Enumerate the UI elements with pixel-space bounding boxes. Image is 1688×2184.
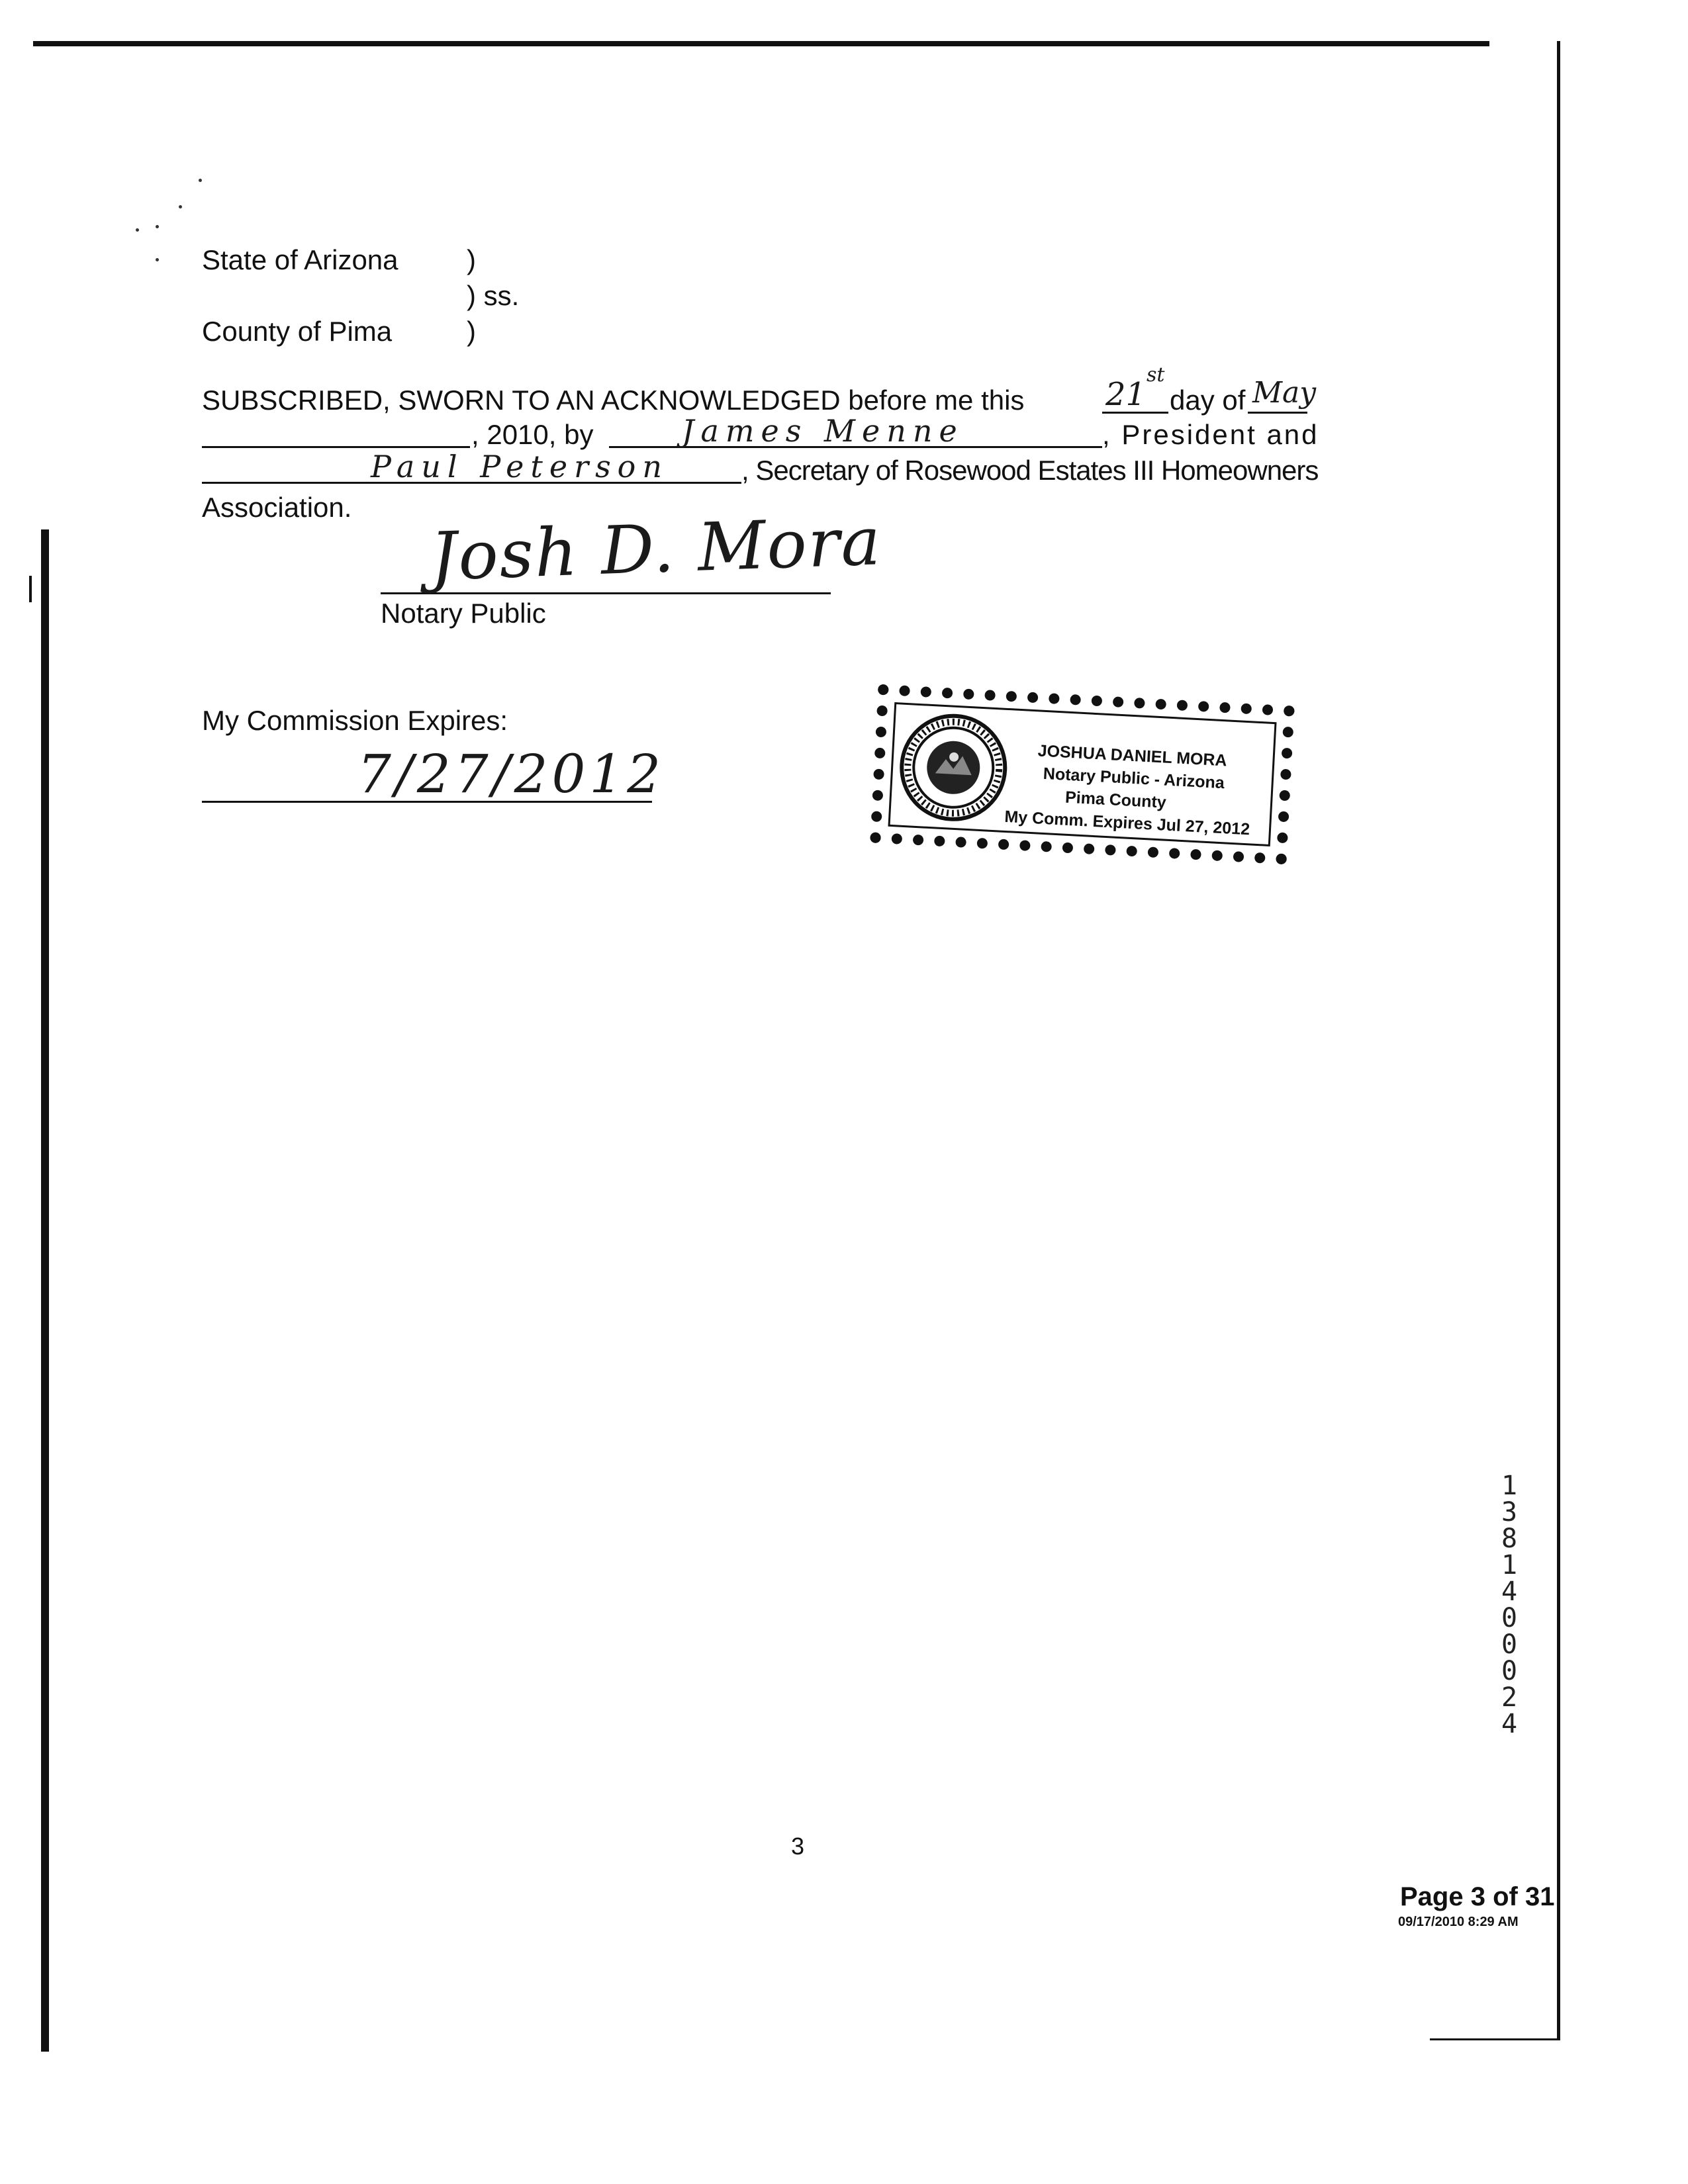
venue-paren-bottom: ) — [467, 316, 476, 347]
scan-speck — [156, 225, 159, 228]
association-label: Association. — [202, 492, 352, 523]
right-border-rule — [1557, 41, 1560, 2040]
scan-speck — [156, 258, 159, 261]
bottom-right-rule — [1430, 2038, 1560, 2040]
month-continuation-blank — [202, 446, 470, 448]
print-timestamp: 09/17/2010 8:29 AM — [1398, 1915, 1519, 1929]
handwritten-expiry: 7/27/2012 — [357, 743, 665, 805]
arizona-seal-icon — [896, 711, 1011, 825]
handwritten-person2: Paul Peterson — [371, 449, 669, 484]
acknowledgment-lead: SUBSCRIBED, SWORN TO AN ACKNOWLEDGED before me this — [202, 385, 1025, 416]
left-border-rule — [41, 529, 49, 2052]
county-label: County of Pima — [202, 316, 393, 347]
left-edge-tick — [29, 576, 32, 602]
role1-label: , President and — [1102, 419, 1319, 450]
scan-speck — [179, 205, 182, 208]
seal-title: Notary Public - Arizona — [1043, 764, 1225, 793]
seal-name: JOSHUA DANIEL MORA — [1037, 741, 1228, 770]
scan-speck — [136, 228, 139, 232]
recording-number: 13814 00024 — [1501, 1471, 1534, 1739]
day-of-label: day of — [1170, 385, 1246, 416]
role2-label: , Secretary of Rosewood Estates III Homeowners — [741, 455, 1319, 486]
state-label: State of Arizona — [202, 244, 399, 275]
page-count-label: Page 3 of 31 — [1400, 1882, 1555, 1911]
handwritten-person1: James Menne — [682, 413, 964, 449]
notary-seal-stamp — [870, 684, 1295, 865]
scan-speck — [199, 179, 202, 182]
commission-label: My Commission Expires: — [202, 705, 508, 736]
handwritten-day-suffix: st — [1147, 363, 1165, 387]
seal-expiry: My Comm. Expires Jul 27, 2012 — [1004, 807, 1250, 839]
handwritten-month: May — [1252, 376, 1317, 410]
venue-paren-top: ) — [467, 244, 476, 275]
notary-public-label: Notary Public — [381, 598, 546, 629]
page-number: 3 — [791, 1833, 805, 1860]
seal-county: Pima County — [1064, 788, 1167, 812]
top-border-rule — [33, 41, 1489, 46]
month-blank — [1248, 412, 1307, 414]
ss-label: ) ss. — [467, 280, 520, 311]
year-by-label: , 2010, by — [471, 419, 594, 450]
handwritten-day: 21 — [1105, 376, 1147, 413]
notary-signature: Josh D. Mora — [429, 502, 883, 596]
